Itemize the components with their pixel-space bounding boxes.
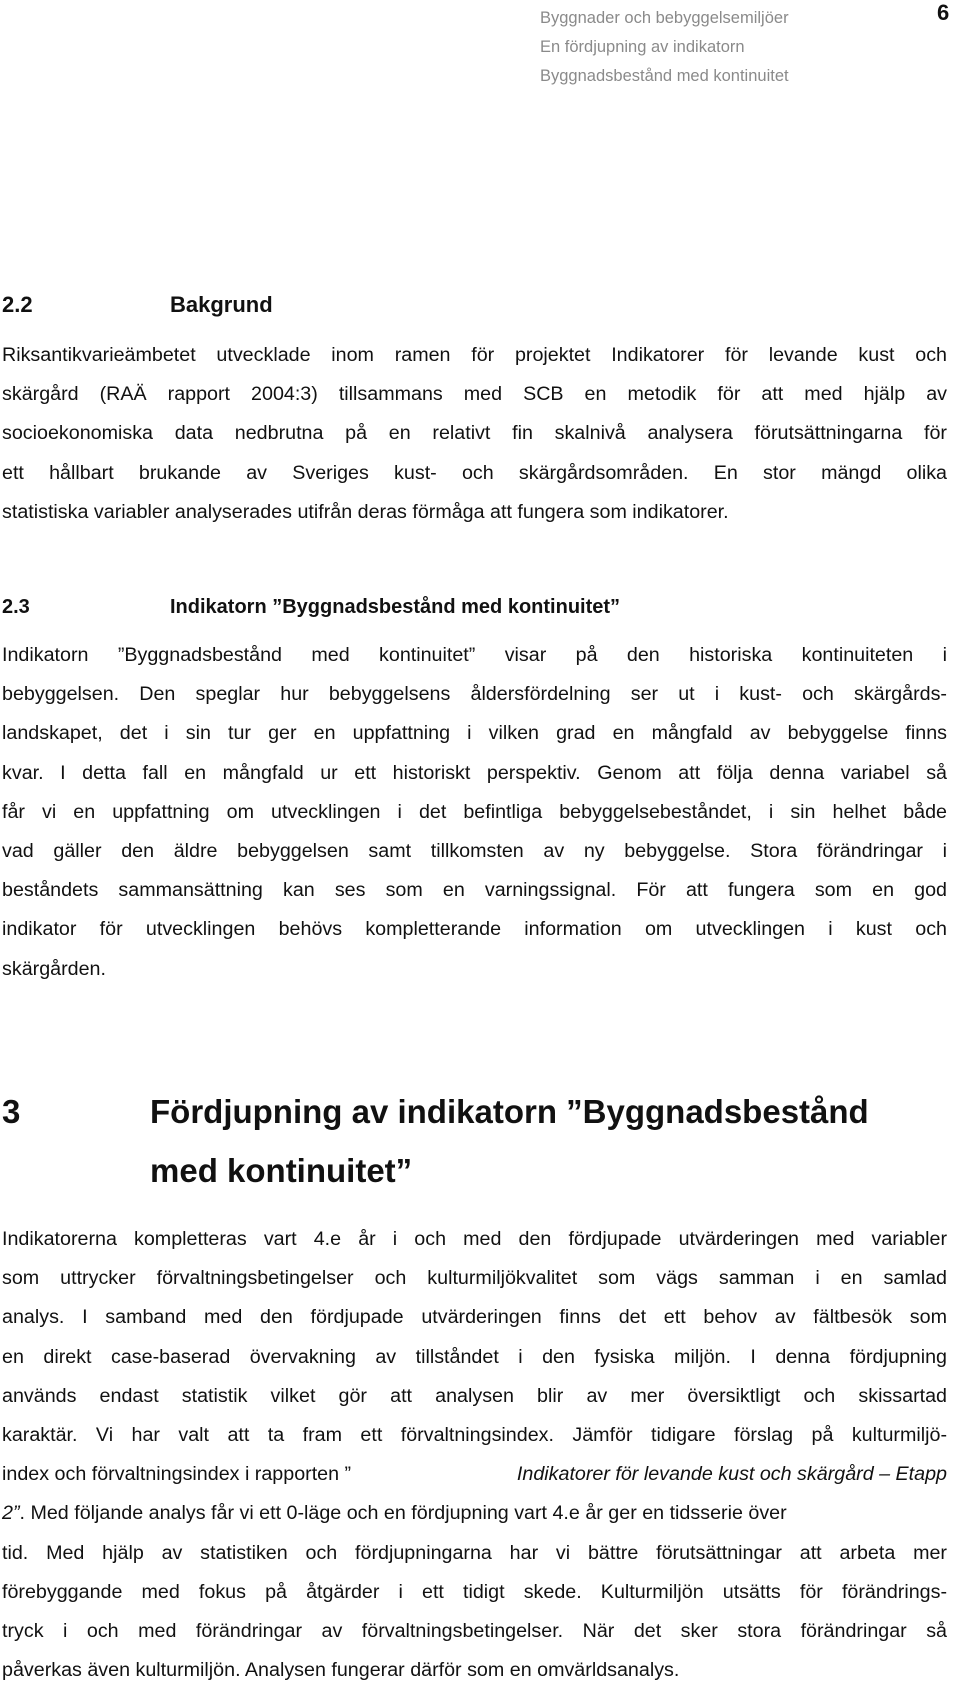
text-line: indikator för utvecklingen behövs kompletterande information om utvecklingen i kust och — [2, 918, 947, 941]
text-line: ett hållbart brukande av Sveriges kust- och skärgårdsområden. En stor mängd olika — [2, 461, 947, 484]
text-line: kvar. I detta fall en mångfald ur ett historiskt perspektiv. Genom att följa denna variabel så — [2, 761, 947, 784]
chapter-title-line: Fördjupning av indikatorn ”Byggnadsbestånd — [150, 1093, 869, 1130]
section-number: 2.3 — [2, 596, 30, 618]
text-line: Indikatorerna kompletteras vart 4.e år i och med den fördjupade utvärderingen med variabler — [2, 1228, 947, 1250]
text-line: beståndets sammansättning kan ses som en varningssignal. För att fungera som en god — [2, 879, 947, 902]
text-line: vad gäller den äldre bebyggelsen samt tillkomsten av ny bebyggelse. Stora förändringar i — [2, 840, 947, 863]
text-segment: . Med följande analys får vi ett 0-läge och en fördjupning vart 4.e år ger en tidsserie över — [19, 1502, 787, 1525]
chapter-title-line: med kontinuitet” — [150, 1152, 413, 1189]
section-number: 2.2 — [2, 292, 33, 317]
section-title: Indikatorn ”Byggnadsbestånd med kontinuitet” — [170, 596, 621, 618]
text-line — [2, 1455, 947, 1494]
text-line: tryck i och med förändringar av förvaltningsbetingelser. När det sker stora förändringar så — [2, 1620, 947, 1643]
text-line: används endast statistik vilket gör att analysen blir av mer översiktligt och skissartad — [2, 1384, 947, 1407]
text-line: tid. Med hjälp av statistiken och fördjupningarna har vi bättre förutsättningar att arbeta mer — [2, 1541, 947, 1564]
paragraph-bakgrund — [2, 336, 947, 532]
text-line — [2, 1494, 947, 1533]
text-line: karaktär. Vi har valt att ta fram ett förvaltningsindex. Jämför tidigare förslag på kulturmiljö- — [2, 1424, 947, 1447]
text-segment: index och förvaltningsindex i rapporten ” — [2, 1463, 352, 1486]
text-line: Indikatorn ”Byggnadsbestånd med kontinuitet” visar på den historiska kontinuiteten i — [2, 644, 947, 666]
text-line: får vi en uppfattning om utvecklingen i det befintliga bebyggelsebeståndet, i sin helhet både — [2, 800, 947, 823]
text-line: statistiska variabler analyserades utifrån deras förmåga att fungera som indikatorer. — [2, 500, 729, 523]
page-number: 6 — [937, 0, 950, 25]
text-line: socioekonomiska data nedbrutna på en relativt fin skalnivå analysera förutsättningarna för — [2, 422, 947, 445]
header-line: En fördjupning av indikatorn — [540, 38, 745, 56]
text-line: en direkt case-baserad övervakning av tillståndet i den fysiska miljön. I denna fördjupning — [2, 1345, 947, 1368]
report-title-italic: Indikatorer för levande kust och skärgård – Etapp — [516, 1463, 947, 1486]
paragraph-fordjupning — [2, 1220, 947, 1690]
paragraph-indikatorn — [2, 636, 947, 989]
text-line: förebyggande med fokus på åtgärder i ett tidigt skede. Kulturmiljön utsätts för förändrings- — [2, 1580, 947, 1603]
header-line: Byggnader och bebyggelsemiljöer — [540, 9, 789, 27]
chapter-number: 3 — [2, 1093, 21, 1130]
text-line: landskapet, det i sin tur ger en uppfattning i vilken grad en mångfald av bebyggelse finns — [2, 722, 947, 745]
text-line: analys. I samband med den fördjupade utvärderingen finns det ett behov av fältbesök som — [2, 1306, 947, 1329]
running-header — [540, 4, 870, 91]
text-line: bebyggelsen. Den speglar hur bebyggelsens åldersfördelning ser ut i kust- och skärgårds- — [2, 683, 947, 706]
report-title-italic: 2” — [2, 1502, 20, 1525]
text-line: skärgården. — [2, 957, 106, 980]
text-line: påverkas även kulturmiljön. Analysen fungerar därför som en omvärldsanalys. — [2, 1659, 680, 1682]
text-line: skärgård (RAÄ rapport 2004:3) tillsammans med SCB en metodik för att med hjälp av — [2, 383, 947, 406]
section-title: Bakgrund — [170, 292, 273, 317]
text-line: som uttrycker förvaltningsbetingelser och kulturmiljökvalitet som vägs samman i en samlad — [2, 1267, 947, 1290]
header-line: Byggnadsbestånd med kontinuitet — [540, 67, 789, 85]
text-line: Riksantikvarieämbetet utvecklade inom ramen för projektet Indikatorer för levande kust och — [2, 344, 947, 366]
